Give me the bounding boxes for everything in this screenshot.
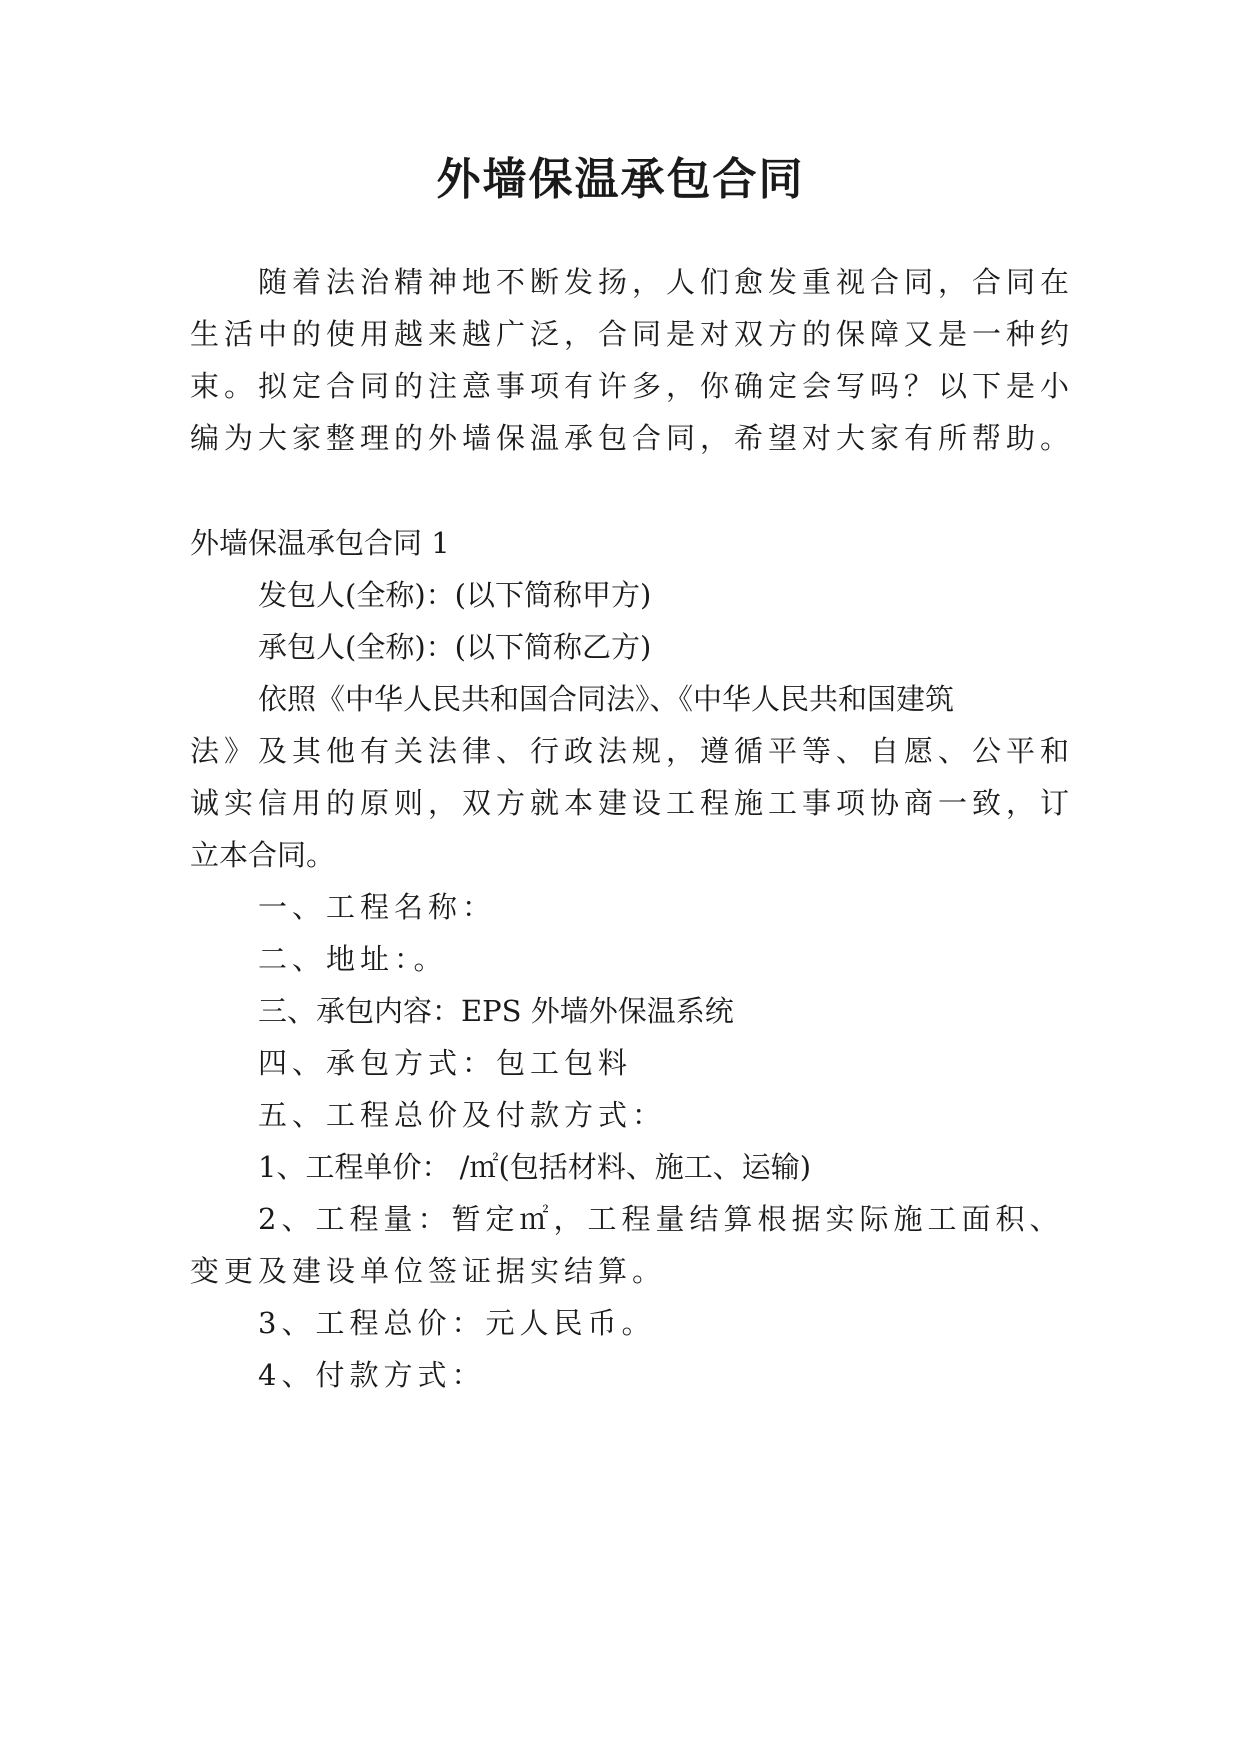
item-quantity-line-2: 变更及建设单位签证据实结算。 bbox=[190, 1254, 667, 1288]
item-payment-method: 4、付款方式： bbox=[258, 1358, 486, 1392]
clause-project-name: 一、工程名称： bbox=[258, 890, 497, 924]
item-total-price: 3、工程总价：元人民币。 bbox=[258, 1306, 656, 1340]
intro-line-3: 束。拟定合同的注意事项有许多，你确定会写吗？以下是小 bbox=[190, 369, 1075, 403]
clause-price-payment: 五、工程总价及付款方式： bbox=[258, 1098, 667, 1132]
basis-line-4: 立本合同。 bbox=[190, 838, 336, 872]
section-heading: 外墙保温承包合同 1 bbox=[190, 526, 450, 560]
intro-line-1: 随着法治精神地不断发扬，人们愈发重视合同，合同在 bbox=[258, 265, 1075, 299]
basis-line-3: 诚实信用的原则，双方就本建设工程施工事项协商一致，订 bbox=[190, 786, 1075, 820]
item-quantity-line-1: 2、工程量：暂定㎡，工程量结算根据实际施工面积、 bbox=[258, 1202, 1064, 1236]
clause-scope: 三、承包内容：EPS 外墙外保温系统 bbox=[258, 994, 734, 1028]
basis-line-2: 法》及其他有关法律、行政法规，遵循平等、自愿、公平和 bbox=[190, 734, 1075, 768]
intro-line-2: 生活中的使用越来越广泛，合同是对双方的保障又是一种约 bbox=[190, 317, 1075, 351]
clause-method: 四、承包方式：包工包料 bbox=[258, 1046, 633, 1080]
item-unit-price: 1、工程单价： /㎡(包括材料、施工、运输) bbox=[258, 1150, 812, 1184]
clause-address: 二、地址：。 bbox=[258, 942, 448, 976]
basis-line-1: 依照《中华人民共和国合同法》、《中华人民共和国建筑 bbox=[258, 682, 955, 716]
contractor-line: 承包人(全称)：(以下简称乙方) bbox=[258, 630, 652, 664]
document-title: 外墙保温承包合同 bbox=[436, 154, 805, 205]
employer-line: 发包人(全称)：(以下简称甲方) bbox=[258, 578, 652, 612]
intro-line-4: 编为大家整理的外墙保温承包合同，希望对大家有所帮助。 bbox=[190, 421, 1075, 455]
